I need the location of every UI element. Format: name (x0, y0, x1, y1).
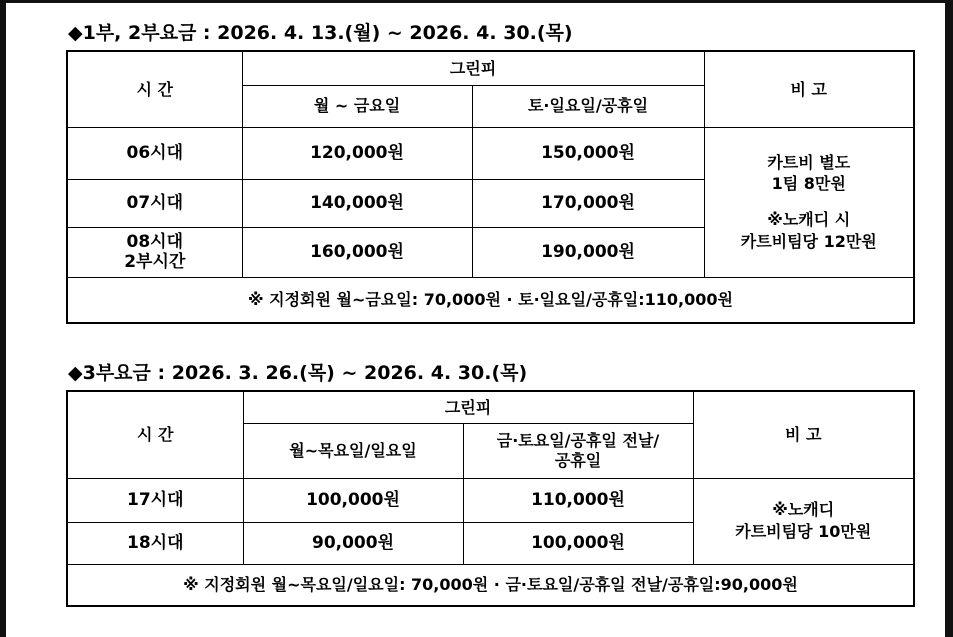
weekday-price: 160,000원 (242, 227, 472, 277)
note-cell (704, 127, 914, 277)
weekday-price: 120,000원 (242, 127, 472, 179)
page-border-top (0, 0, 953, 3)
weekend-price: 150,000원 (472, 127, 704, 179)
note-line: ※노캐디 시 (767, 210, 851, 229)
header-greenfee: 그린피 (242, 51, 704, 85)
time-line: 08시대 (126, 231, 183, 252)
header-weekend: 토·일요일/공휴일 (472, 85, 704, 127)
note-line: 카트비팀당 12만원 (740, 231, 877, 251)
weekend-price: 170,000원 (472, 179, 704, 227)
header-note: 비 고 (704, 51, 914, 127)
weekend-price: 110,000원 (463, 478, 693, 522)
weekend-price: 190,000원 (472, 227, 704, 277)
note-cell (693, 478, 914, 564)
time-cell (67, 227, 242, 277)
header-weekend-line: 공휴일 (554, 450, 602, 470)
header-weekend (463, 423, 693, 478)
section2-title: ◆3부요금 : 2026. 3. 26.(목) ~ 2026. 4. 30.(목) (68, 362, 528, 384)
header-time: 시 간 (67, 51, 242, 127)
page-border-right (945, 0, 953, 637)
weekday-price: 100,000원 (243, 478, 463, 522)
header-note: 비 고 (693, 391, 914, 478)
time-line: 2부시간 (124, 252, 186, 272)
section2-price-table (66, 390, 915, 607)
note-line: 카트비 별도 (767, 152, 851, 172)
page-border-left (0, 0, 6, 637)
section1-price-table (66, 50, 915, 324)
time-cell: 17시대 (67, 478, 243, 522)
note-line: ※노캐디 (772, 500, 835, 520)
header-greenfee: 그린피 (243, 391, 693, 423)
header-weekend-line: 금·토요일/공휴일 전날/ (496, 431, 660, 451)
time-cell: 07시대 (67, 179, 242, 227)
note-line: 카트비팀당 10만원 (735, 522, 872, 541)
table-row (67, 127, 914, 179)
weekday-price: 140,000원 (242, 179, 472, 227)
member-price-footer: ※ 지정회원 월~금요일: 70,000원 · 토·일요일/공휴일:110,000원 (67, 277, 914, 323)
time-cell: 18시대 (67, 522, 243, 564)
member-price-footer: ※ 지정회원 월~목요일/일요일: 70,000원 · 금·토요일/공휴일 전날/공휴일:90,000원 (67, 564, 914, 606)
time-cell: 06시대 (67, 127, 242, 179)
header-weekday: 월~목요일/일요일 (243, 423, 463, 478)
note-line: 1팀 8만원 (771, 174, 846, 194)
weekend-price: 100,000원 (463, 522, 693, 564)
weekday-price: 90,000원 (243, 522, 463, 564)
section1-title: ◆1부, 2부요금 : 2026. 4. 13.(월) ~ 2026. 4. 30.(목) (68, 22, 573, 44)
header-weekday: 월 ~ 금요일 (242, 85, 472, 127)
table-row (67, 478, 914, 522)
header-time: 시 간 (67, 391, 243, 478)
